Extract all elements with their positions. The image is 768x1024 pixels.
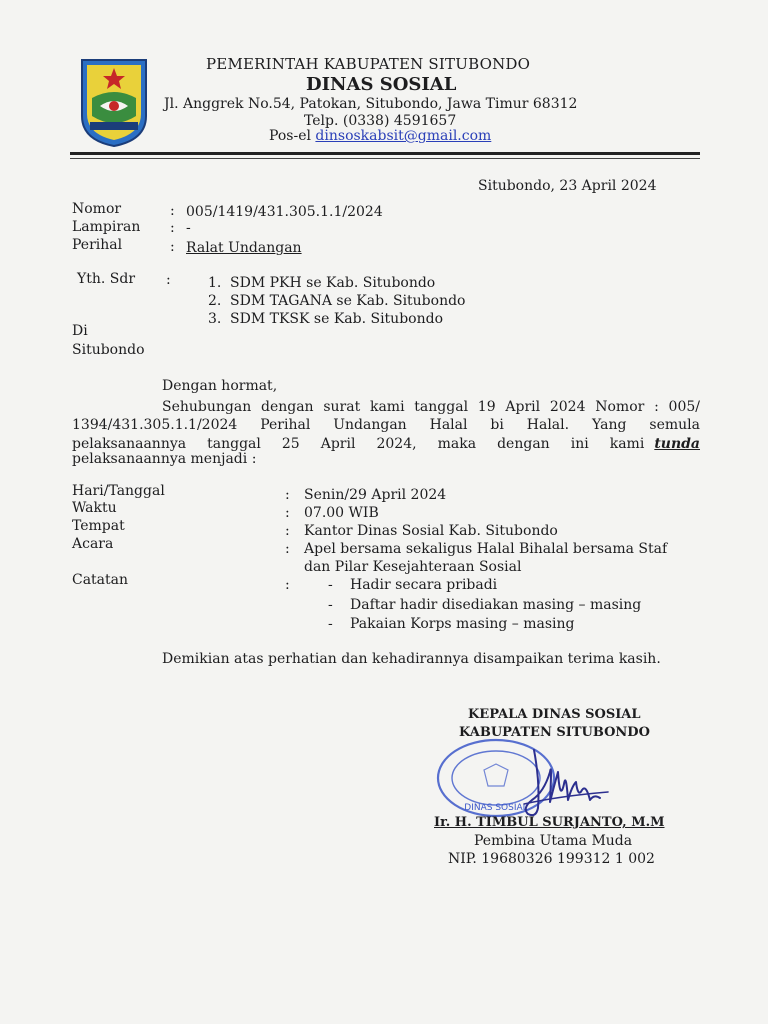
emphasis-tunda: tunda	[654, 436, 700, 452]
recipients-label: Yth. Sdr	[77, 271, 136, 287]
detail-value-continued: dan Pilar Kesejahteraan Sosial	[304, 559, 522, 575]
recipient-number: 1.	[208, 275, 222, 291]
recipient-item: SDM PKH se Kab. Situbondo	[230, 275, 436, 291]
header-rule-thin	[70, 158, 700, 159]
header-agency: DINAS SOSIAL	[306, 74, 457, 95]
detail-value: Kantor Dinas Sosial Kab. Situbondo	[304, 523, 558, 539]
recipient-item: SDM TAGANA se Kab. Situbondo	[230, 293, 466, 309]
detail-label: Hari/Tanggal	[72, 483, 165, 499]
header-government: PEMERINTAH KABUPATEN SITUBONDO	[206, 55, 531, 73]
recipient-number: 2.	[208, 293, 222, 309]
meta-value-nomor: 005/1419/431.305.1.1/2024	[186, 204, 383, 220]
closing-line: Demikian atas perhatian dan kehadirannya disampaikan terima kasih.	[162, 651, 661, 667]
recipients-colon: :	[166, 272, 171, 288]
signatory-rank: Pembina Utama Muda	[474, 833, 633, 849]
greeting: Dengan hormat,	[162, 378, 278, 394]
body-line	[72, 436, 700, 452]
detail-colon: :	[285, 523, 290, 539]
signatory-nip: NIP. 19680326 199312 1 002	[448, 851, 655, 867]
body-line	[72, 417, 700, 433]
detail-value: Senin/29 April 2024	[304, 487, 447, 503]
header-rule-thick	[70, 152, 700, 155]
meta-colon: :	[170, 239, 175, 255]
regency-logo	[78, 56, 150, 148]
detail-value: 07.00 WIB	[304, 505, 379, 521]
note-dash: -	[328, 577, 333, 593]
note-dash: -	[328, 616, 333, 632]
stamp-text: DINAS SOSIAL	[464, 803, 528, 813]
meta-value-perihal: Ralat Undangan	[186, 240, 302, 256]
meta-value-lampiran: -	[186, 220, 191, 236]
body-line-1: Sehubungan dengan surat kami tanggal 19 April 2024 Nomor : 005/	[162, 399, 700, 415]
note-item: Hadir secara pribadi	[350, 577, 498, 593]
handwritten-signature	[520, 742, 612, 822]
detail-colon: :	[285, 577, 290, 593]
notes-label: Catatan	[72, 572, 129, 588]
email-link[interactable]: dinsoskabsit@gmail.com	[315, 128, 492, 144]
meta-label-nomor: Nomor	[72, 201, 122, 217]
meta-label-lampiran: Lampiran	[72, 219, 141, 235]
meta-colon: :	[170, 203, 175, 219]
recipients-at: Di	[72, 323, 88, 339]
recipient-number: 3.	[208, 311, 222, 327]
signature-title-2: KABUPATEN SITUBONDO	[459, 725, 650, 740]
body-line-4: pelaksanaannya menjadi :	[72, 451, 257, 467]
header-address: Jl. Anggrek No.54, Patokan, Situbondo, Jawa Timur 68312	[164, 96, 578, 112]
detail-label: Tempat	[72, 518, 125, 534]
detail-label: Waktu	[72, 500, 117, 516]
note-item: Daftar hadir disediakan masing – masing	[350, 597, 642, 613]
recipient-item: SDM TKSK se Kab. Situbondo	[230, 311, 443, 327]
meta-colon: :	[170, 220, 175, 236]
body-line	[162, 399, 700, 415]
signature-title-1: KEPALA DINAS SOSIAL	[468, 707, 641, 722]
signatory-name: Ir. H. TIMBUL SURJANTO, M.M	[434, 815, 665, 830]
date-line: Situbondo, 23 April 2024	[478, 178, 657, 194]
body-line-2: 1394/431.305.1.1/2024 Perihal Undangan Halal bi Halal. Yang semula	[72, 417, 700, 433]
email-label: Pos-el	[269, 128, 311, 144]
detail-colon: :	[285, 541, 290, 557]
header-email-line	[269, 128, 491, 144]
detail-colon: :	[285, 487, 290, 503]
recipients-place: Situbondo	[72, 342, 145, 358]
note-item: Pakaian Korps masing – masing	[350, 616, 575, 632]
note-dash: -	[328, 597, 333, 613]
header-phone: Telp. (0338) 4591657	[304, 113, 457, 129]
detail-colon: :	[285, 505, 290, 521]
body-line-3: pelaksanaannya tanggal 25 April 2024, maka dengan ini kami	[72, 436, 645, 452]
detail-label: Acara	[72, 536, 114, 552]
meta-label-perihal: Perihal	[72, 237, 123, 253]
detail-value: Apel bersama sekaligus Halal Bihalal bersama Staf	[304, 541, 668, 557]
